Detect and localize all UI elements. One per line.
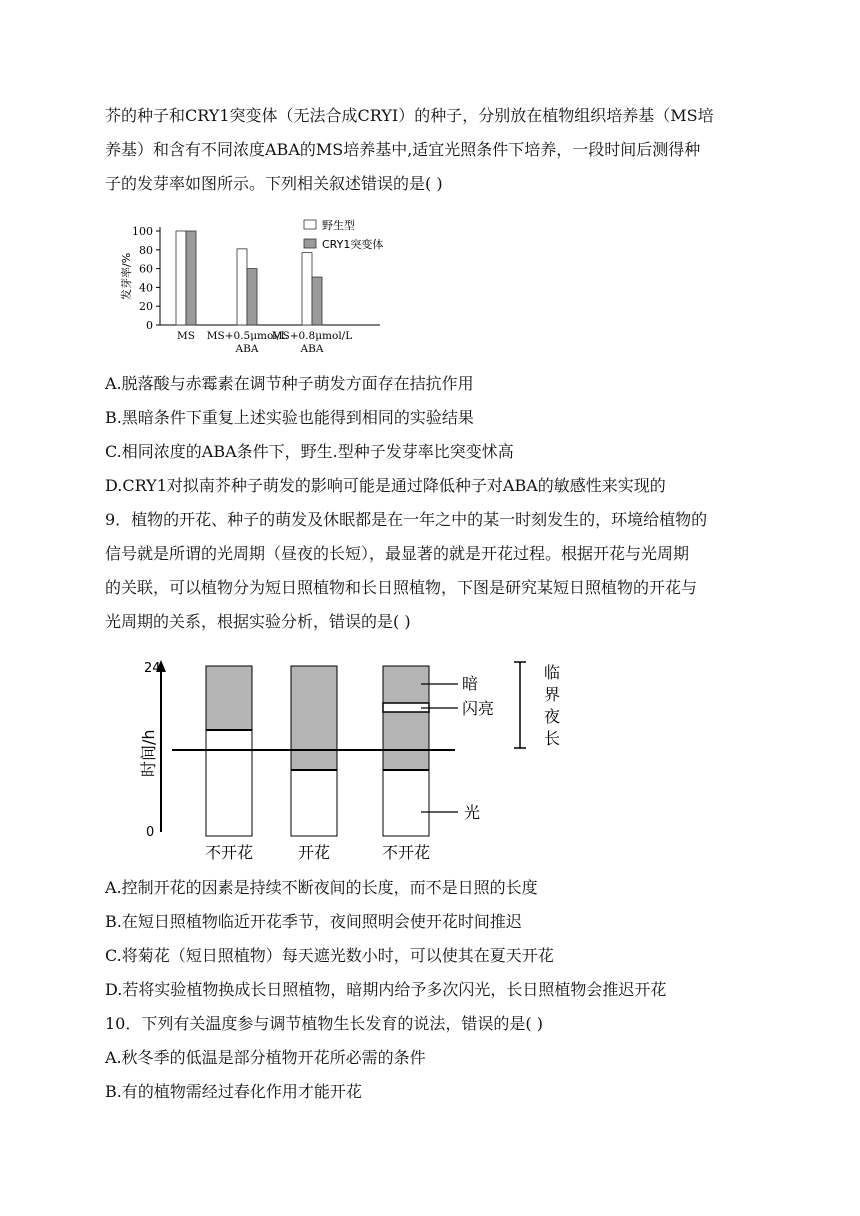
chart-y-tick-label: 100 — [132, 225, 153, 238]
chart-x-tick-label: ABA — [235, 343, 259, 355]
chart-bar-cry1-mutant — [247, 269, 257, 325]
q9-option-c: C.将菊花（短日照植物）每天遮光数小时，可以使其在夏天开花 — [105, 946, 554, 965]
critical-label-3: 夜 — [544, 707, 561, 726]
chart-y-tick-label: 40 — [139, 281, 153, 295]
germination-chart — [118, 212, 418, 362]
chart-x-tick-label: MS — [177, 330, 195, 342]
chart-legend-swatch — [304, 239, 316, 248]
chart-legend-swatch — [304, 220, 316, 229]
q9-line-2: 信号就是所谓的光周期（昼夜的长短），最显著的就是开花过程。根据开花与光周期 — [105, 544, 690, 563]
q8-option-d: D.CRY1对拟南芥种子萌发的影响可能是通过降低种子对ABA的敏感性来实现的 — [105, 476, 666, 495]
y-tick-24: 24 — [144, 661, 161, 676]
y-tick-0: 0 — [146, 825, 155, 840]
chart-y-tick-label: 0 — [146, 319, 153, 332]
chart-legend-label: 野生型 — [322, 219, 355, 232]
chart-x-tick-label: MS+0.8μmol/L — [271, 330, 353, 342]
dark-label: 暗 — [462, 674, 479, 693]
chart-y-tick-label: 20 — [139, 300, 153, 314]
bar3-dark — [383, 666, 429, 770]
chart-x-tick-label: MS+0.5μmol/L — [206, 330, 288, 342]
intro-line-2: 养基）和含有不同浓度ABA的MS培养基中,适宜光照条件下培养，一段时间后测得种 — [105, 140, 701, 159]
bar2-caption: 开花 — [297, 843, 331, 862]
critical-label-2: 界 — [544, 685, 561, 704]
chart-y-label: 发芽率/% — [120, 252, 133, 300]
q10-option-b: B.有的植物需经过春化作用才能开花 — [105, 1082, 362, 1101]
y-axis-label: 时间/h — [139, 729, 158, 777]
critical-label-1: 临 — [544, 663, 561, 682]
q9-option-b: B.在短日照植物临近开花季节，夜间照明会使开花时间推迟 — [105, 912, 522, 931]
bar1-light — [206, 730, 252, 836]
photoperiod-svg — [130, 652, 590, 867]
chart-y-tick-label: 60 — [139, 262, 153, 276]
q9-line-3: 的关联，可以植物分为短日照植物和长日照植物，下图是研究某短日照植物的开花与 — [105, 578, 698, 597]
bar3-caption: 不开花 — [381, 843, 431, 862]
q9-option-a: A.控制开花的因素是持续不断夜间的长度，而不是日照的长度 — [105, 878, 538, 897]
chart-y-tick-label: 80 — [139, 243, 153, 257]
q9-line-4: 光周期的关系，根据实验分析，错误的是( ) — [105, 612, 411, 631]
critical-label-4: 长 — [544, 729, 561, 748]
germination-bar-chart — [118, 212, 418, 362]
flash-label: 闪亮 — [462, 699, 495, 718]
q10-option-a: A.秋冬季的低温是部分植物开花所必需的条件 — [105, 1048, 426, 1067]
chart-legend-label: CRY1突变体 — [322, 238, 384, 251]
chart-bar-cry1-mutant — [186, 231, 196, 325]
q8-option-b: B.黑暗条件下重复上述实验也能得到相同的实验结果 — [105, 408, 474, 427]
chart-x-tick-label: ABA — [300, 343, 324, 355]
photoperiod-diagram — [130, 652, 590, 867]
q8-option-a: A.脱落酸与赤霉素在调节种子萌发方面存在拮抗作用 — [105, 374, 474, 393]
q10-stem: 10．下列有关温度参与调节植物生长发育的说法，错误的是( ) — [105, 1014, 543, 1033]
bar2-dark — [291, 666, 337, 770]
q8-option-c: C.相同浓度的ABA条件下，野生.型种子发芽率比突变怵高 — [105, 442, 514, 461]
chart-bar-wildtype — [302, 253, 312, 325]
chart-bar-wildtype — [237, 249, 247, 325]
q9-line-1: 9．植物的开花、种子的萌发及休眠都是在一年之中的某一时刻发生的，环境给植物的 — [105, 510, 708, 529]
intro-line-1: 芥的种子和CRY1突变体（无法合成CRYI）的种子，分别放在植物组织培养基（MS培 — [105, 106, 714, 125]
bar2-light — [291, 770, 337, 836]
bar3-light — [383, 770, 429, 836]
bar1-caption: 不开花 — [204, 843, 254, 862]
intro-line-3: 子的发芽率如图所示。下列相关叙述错误的是( ) — [105, 174, 443, 193]
chart-bar-cry1-mutant — [312, 277, 322, 325]
chart-bar-wildtype — [176, 231, 186, 325]
light-label: 光 — [464, 803, 481, 822]
bar1-dark — [206, 666, 252, 730]
q9-option-d: D.若将实验植物换成长日照植物，暗期内给予多次闪光，长日照植物会推迟开花 — [105, 980, 667, 999]
